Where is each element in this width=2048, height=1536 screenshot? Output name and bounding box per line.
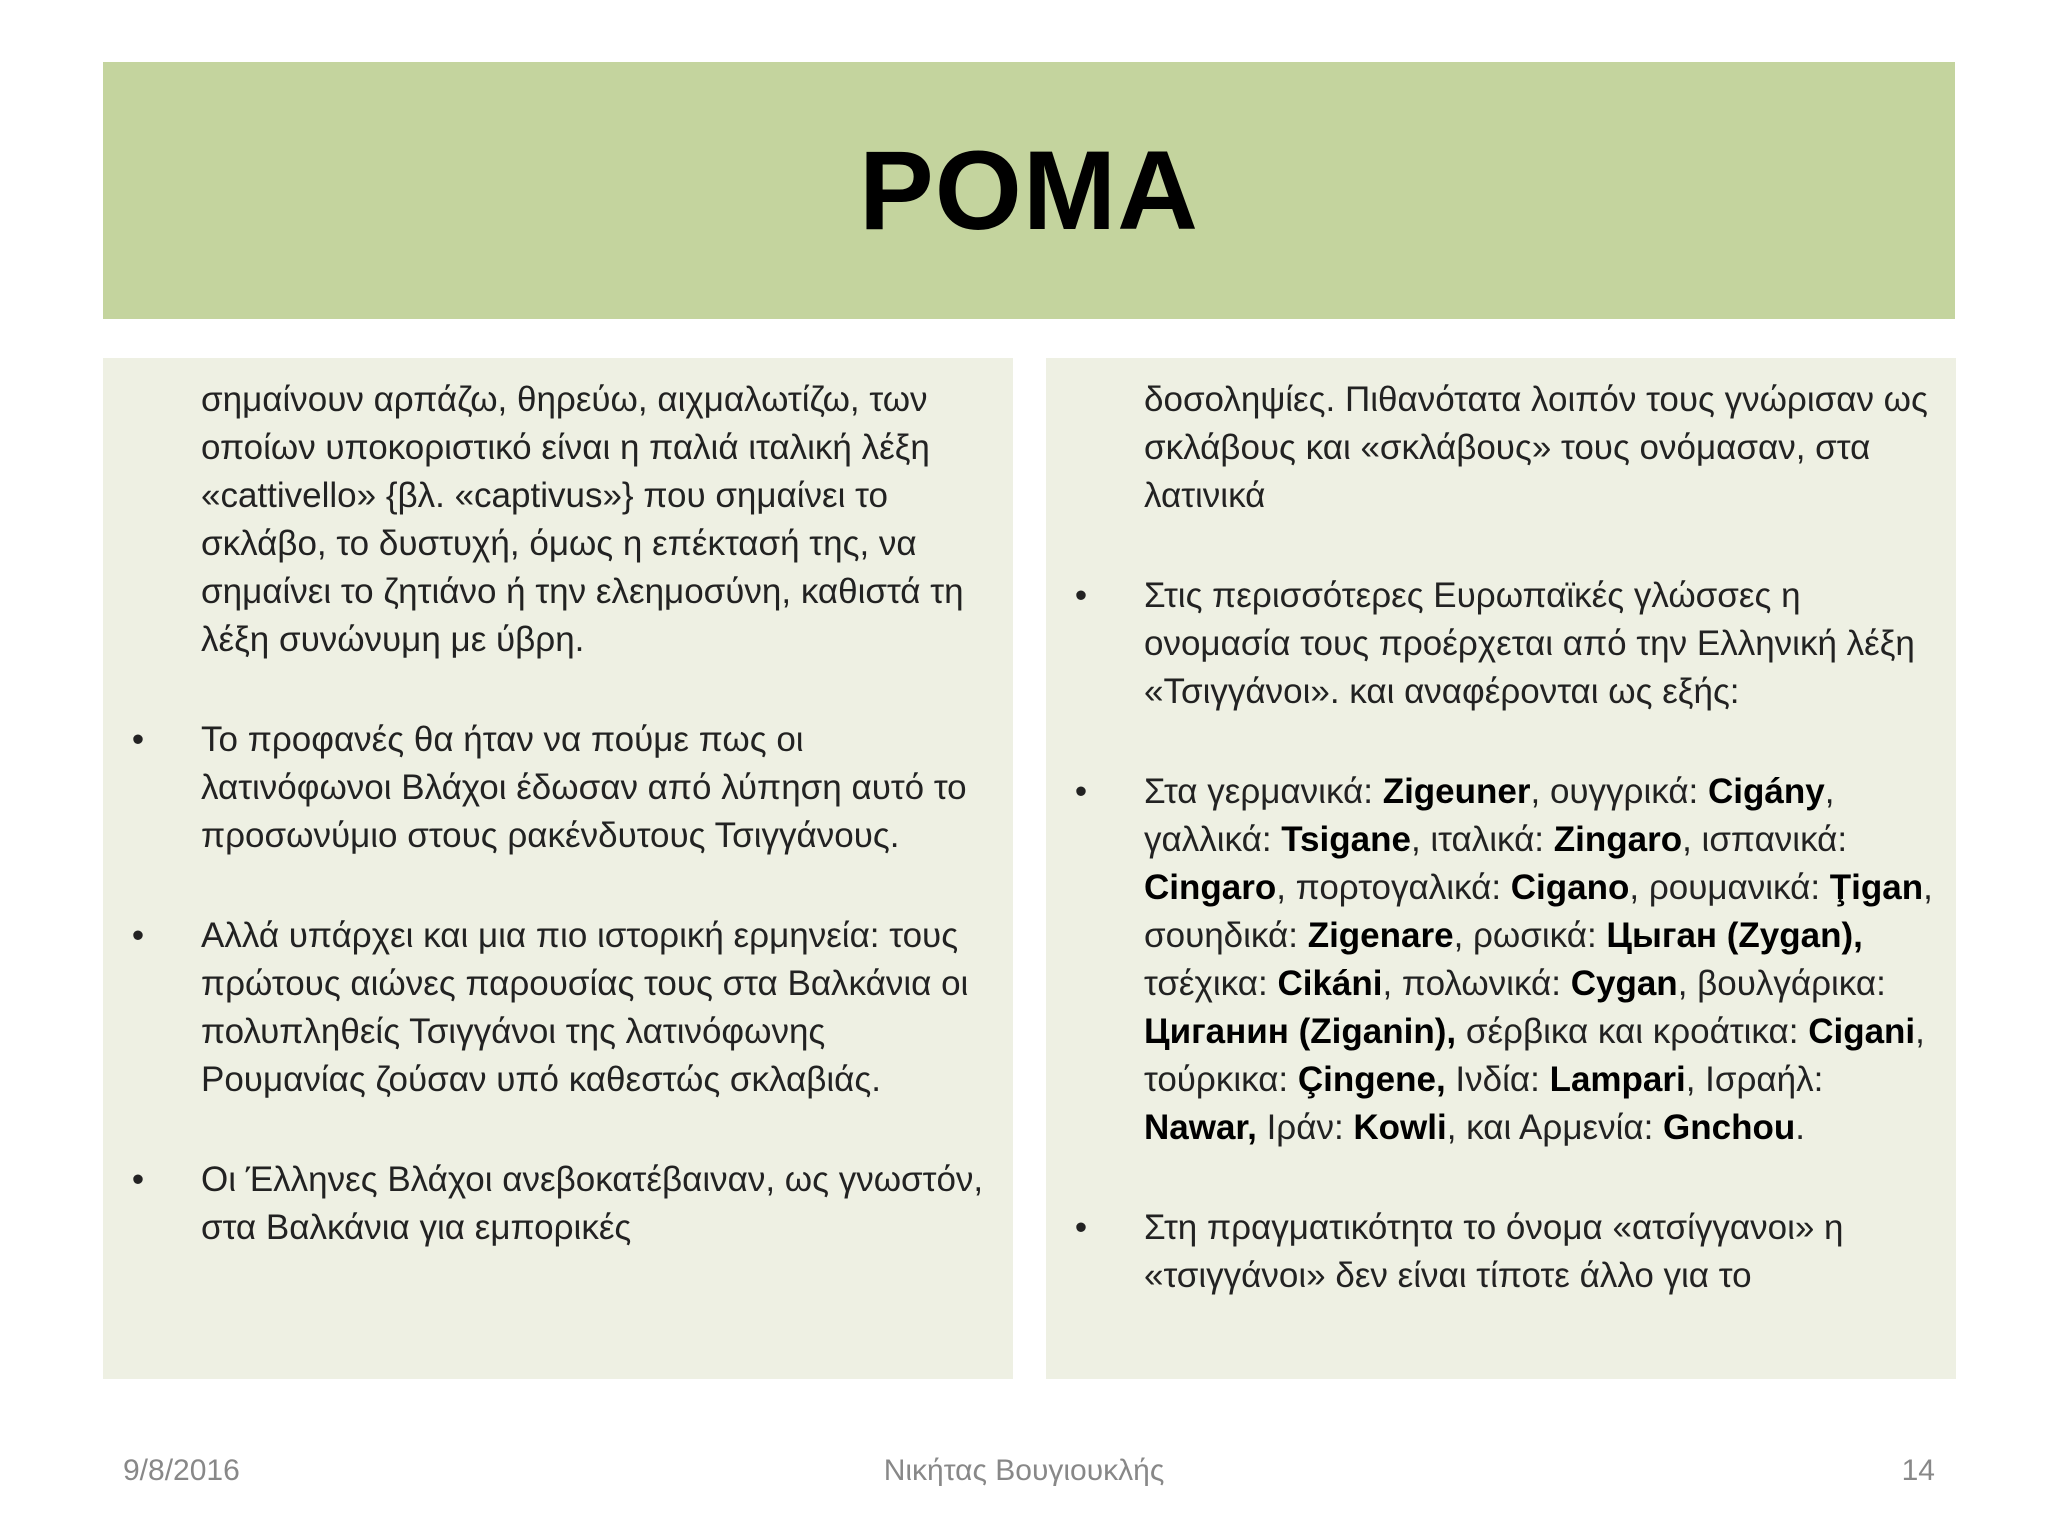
bullet-marker: •: [131, 916, 145, 955]
term-swedish: Zigenare: [1307, 916, 1454, 955]
bullet-marker: •: [1074, 1208, 1088, 1247]
bullet-item-language-names: [1046, 768, 1956, 1152]
paragraph-text: δοσοληψίες. Πιθανότατα λοιπόν τους γνώρισαν ως σκλάβους και «σκλάβους» τους ονόμασαν, στα λατινικά: [1144, 380, 1928, 515]
bullet-text: Στη πραγματικότητα το όνομα «ατσίγγανοι» η «τσιγγάνοι» δεν είναι τίποτε άλλο για το: [1144, 1208, 1844, 1295]
term-czech: Cikáni: [1277, 964, 1383, 1003]
bullet-item: [1046, 1204, 1956, 1300]
bullet-item: [103, 1156, 1013, 1252]
bullet-text: Οι Έλληνες Βλάχοι ανεβοκατέβαιναν, ως γνωστόν, στα Βαλκάνια για εμπορικές: [201, 1160, 984, 1247]
term-italian: Zingaro: [1553, 820, 1683, 859]
term-turkish: Çingene,: [1297, 1060, 1446, 1099]
bullet-marker: •: [131, 1160, 145, 1199]
term-portuguese: Cigano: [1510, 868, 1630, 907]
term-russian: Цыган (Zygan),: [1606, 916, 1863, 955]
bullet-item: [103, 716, 1013, 860]
title-bar: [103, 62, 1955, 319]
paragraph-continuation: [103, 376, 1013, 664]
footer-date: 9/8/2016: [123, 1454, 240, 1487]
term-armenia: Gnchou: [1663, 1108, 1796, 1147]
bullet-item: [103, 912, 1013, 1104]
footer-author: Νικήτας Βουγιουκλής: [883, 1454, 1165, 1487]
term-french: Tsigane: [1281, 820, 1411, 859]
footer-page-number: 14: [1901, 1454, 1935, 1487]
term-israel: Nawar,: [1144, 1108, 1257, 1147]
term-polish: Cygan: [1570, 964, 1678, 1003]
bullet-marker: •: [1074, 772, 1088, 811]
term-spanish: Cingaro: [1144, 868, 1277, 907]
bullet-item: [1046, 572, 1956, 716]
bullet-text: Στις περισσότερες Ευρωπαϊκές γλώσσες η ονομασία τους προέρχεται από την Ελληνική λέξη «Τσιγγάνοι». και αναφέρονται ως εξής:: [1144, 576, 1915, 711]
term-romanian: Ţigan: [1829, 868, 1924, 907]
bullet-marker: •: [1074, 576, 1088, 615]
slide-title: POMA: [859, 128, 1199, 253]
term-hungarian: Cigány: [1708, 772, 1825, 811]
bullet-text: Αλλά υπάρχει και μια πιο ιστορική ερμηνεία: τους πρώτους αιώνες παρουσίας τους στα Βαλκάνια οι πολυπληθείς Τσιγγάνοι της λατινόφωνης Ρουμανίας ζούσαν υπό καθεστώς σκλαβιάς.: [201, 916, 969, 1099]
bullet-text: Το προφανές θα ήταν να πούμε πως οι λατινόφωνοι Βλάχοι έδωσαν από λύπηση αυτό το προσωνύμιο στους ρακένδυτους Τσιγγάνους.: [201, 720, 967, 855]
left-text-panel: [103, 358, 1013, 1379]
term-india: Lampari: [1549, 1060, 1686, 1099]
language-names-text: Στα γερμανικά: Zigeuner, ουγγρικά: Cigány, γαλλικά: Tsigane, ιταλικά: Zingaro, ισπανικά: Cingaro, πορτογαλικά: Cigano, ρουμανικά: Ţigan, σουηδικά: Zigenare, ρωσικά: Цыган (Zygan), τσέχικα: Cikáni, πολωνικά: Cygan, βουλγάρικα: Циганин (Ziganin), σέρβικα και κροάτικα: Cigani, τούρκικα: Çingene, Ινδία: Lampari, Ισραήλ: Nawar, Ιράν: Kowli, και Αρμενία: Gnchou.: [1144, 772, 1933, 1147]
term-bulgarian: Циганин (Ziganin),: [1144, 1012, 1457, 1051]
right-text-panel: [1046, 358, 1956, 1379]
term-iran: Kowli: [1353, 1108, 1447, 1147]
bullet-marker: •: [131, 720, 145, 759]
paragraph-continuation: [1046, 376, 1956, 520]
term-german: Zigeuner: [1382, 772, 1531, 811]
paragraph-text: σημαίνουν αρπάζω, θηρεύω, αιχμαλωτίζω, των οποίων υποκοριστικό είναι η παλιά ιταλική λέξη «cattivello» {βλ. «captivus»} που σημαίνει το σκλάβο, το δυστυχή, όμως η επέκτασή της, να σημαίνει το ζητιάνο ή την ελεημοσύνη, καθιστά τη λέξη συνώνυμη με ύβρη.: [201, 380, 964, 659]
term-serbian: Cigani: [1808, 1012, 1916, 1051]
